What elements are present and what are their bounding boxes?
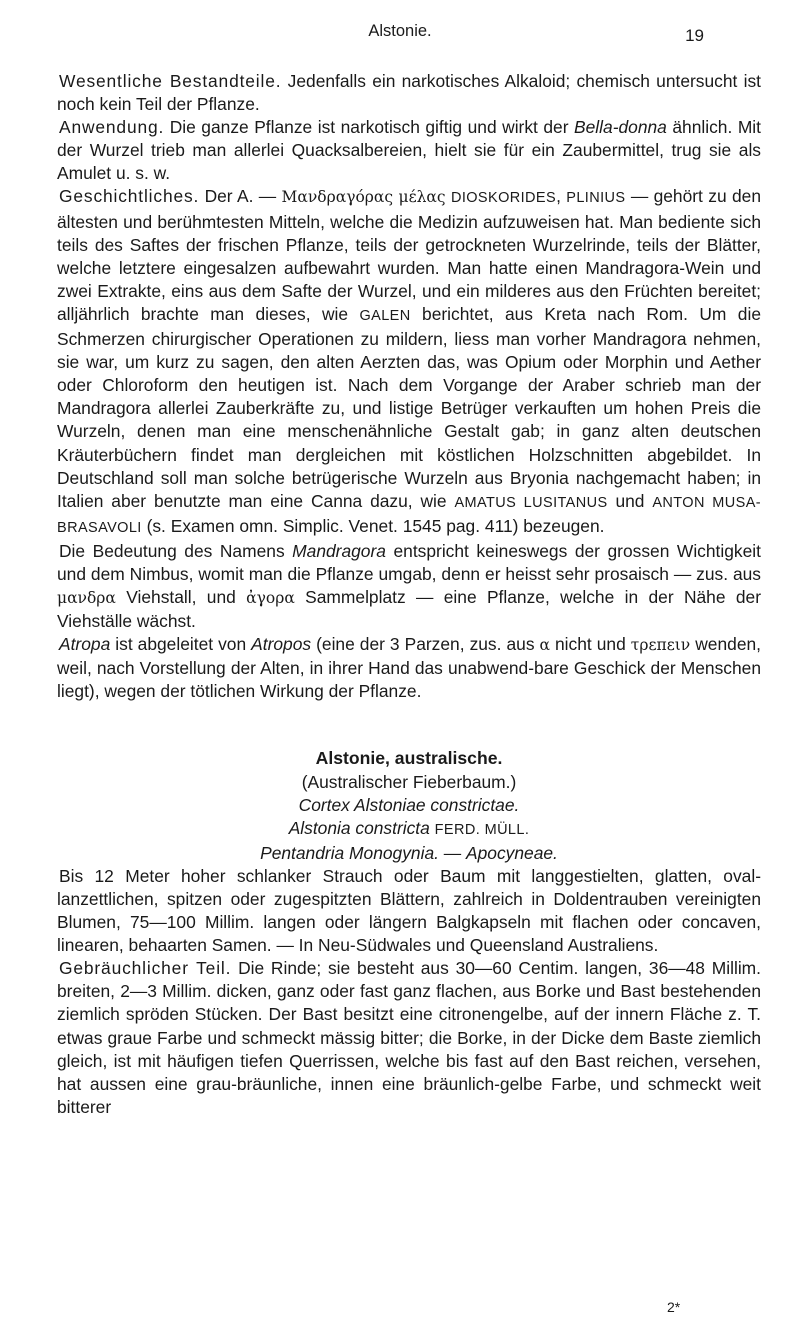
author-name: PLINIUS bbox=[566, 190, 626, 207]
paragraph-text: , bbox=[556, 186, 567, 207]
section-label: Anwendung. bbox=[59, 117, 165, 138]
paragraph-text: Sammelplatz — eine Pflanze, welche in der Nähe der Viehställe wächst. bbox=[57, 587, 761, 632]
section-label: Wesentliche Bestandteile. bbox=[59, 71, 282, 91]
paragraph-text: Viehstall, und bbox=[115, 587, 247, 608]
italic-term: Mandragora bbox=[292, 540, 386, 561]
paragraph-text: nicht und bbox=[550, 634, 631, 655]
drug-name-text: Cortex Alstoniae constrictae. bbox=[298, 794, 520, 815]
paragraph-text: wenden, weil, nach Vorstellung der Alten, in ihrer Hand das unabwend-bare Geschick der Menschen liegt), wegen der tötlichen Wirkung der Pflanze. bbox=[57, 634, 761, 702]
italic-term: Atropos bbox=[251, 634, 312, 655]
greek-term: τρεπειν bbox=[630, 636, 691, 655]
paragraph-text: Die ganze Pflanze ist narkotisch giftig und wirkt der bbox=[164, 117, 575, 138]
greek-term: Μανδραγόρας μέλας bbox=[281, 188, 446, 207]
section-title: Alstonie, australische. bbox=[315, 747, 503, 768]
signature-mark: 2* bbox=[667, 1299, 681, 1315]
running-head bbox=[0, 22, 800, 44]
paragraph-gebraeuchlicher-teil bbox=[57, 957, 761, 1119]
greek-term: μανδρα bbox=[57, 589, 116, 608]
paragraph-text: entspricht keineswegs der grossen Wichtigkeit und dem Nimbus, womit man die Pflanze umgab, denn er heisst sehr prosaisch — zus. aus bbox=[57, 540, 761, 584]
paragraph-geschichtliches bbox=[57, 185, 761, 539]
section-subtitle: (Australischer Fieberbaum.) bbox=[301, 771, 517, 792]
author-name: ANTON MUSA-BRASAVOLI bbox=[57, 494, 762, 536]
drug-name bbox=[57, 794, 761, 817]
italic-term: Bella-donna bbox=[574, 117, 667, 138]
paragraph-text: (eine der 3 Parzen, zus. aus bbox=[311, 634, 540, 655]
page-number: 19 bbox=[685, 26, 704, 45]
species-line bbox=[57, 817, 761, 842]
page-body bbox=[57, 70, 761, 1119]
section-label: Gebräuchlicher Teil. bbox=[59, 958, 232, 979]
author-name: AMATUS LUSITANUS bbox=[454, 494, 608, 511]
greek-term: ἀγορα bbox=[246, 589, 295, 608]
species-author: FERD. MÜLL. bbox=[434, 821, 530, 838]
greek-term: α bbox=[539, 636, 550, 655]
classification: Pentandria Monogynia. bbox=[260, 842, 439, 863]
section-alstonie bbox=[57, 745, 761, 865]
paragraph-text: Die Rinde; sie besteht aus 30—60 Centim. langen, 36—48 Millim. breiten, 2—3 Millim. dicken, ganz oder fast ganz flachen, aus Borke und Bast bestehenden ziemlich spröden Stücken. Der Bast besitzt eine citronengelbe, auf der innern Fläche z. T. etwas graue Farbe und schmeckt mässig bitter; die Borke, in der Dicke dem Baste ziemlich gleich, ist mit häufigen tiefen Querrissen, welche bis fast auf den Bast reichen, versehen, hat aussen eine grau-bräunliche, innen eine bräunlich-gelbe Farbe, und schmeckt weit bitterer bbox=[57, 958, 761, 1117]
classification-line bbox=[57, 842, 761, 865]
paragraph-namensbedeutung bbox=[57, 540, 761, 633]
plant-family: Apocyneae. bbox=[466, 842, 558, 863]
paragraph-text: berichtet, aus Kreta nach Rom. Um die Schmerzen chirurgischer Operationen zu mildern, liess man vorher Mandragora nehmen, sie war, um kurz zu sagen, den alten Aerzten das, was Opium oder Morphin und Aether oder Chloroform den heutigen ist. Nach dem Vorgange der Araber schrieb man der Mandragora allerlei Zauberkräfte zu, und listige Betrüger verkauften um hohen Preis die Wurzeln, denen man eine menschenähnliche Gestalt gab; in ganz alten deutschen Kräuterbüchern findet man dergleichen mit köstlichen Holzschnitten abgebildet. In Deutschland soll man solche betrügerische Wurzeln aus Bryonia nachgemacht haben; in Italien aber benutzte man eine Canna dazu, wie bbox=[57, 303, 761, 511]
paragraph-atropa bbox=[57, 633, 761, 703]
section-label: Geschichtliches. bbox=[59, 186, 200, 207]
paragraph-text: Der A. — bbox=[199, 186, 282, 207]
author-name: GALEN bbox=[359, 307, 411, 324]
italic-term: Atropa bbox=[59, 634, 111, 655]
paragraph-text: Die Bedeutung des Namens bbox=[59, 540, 293, 561]
paragraph-beschreibung: Bis 12 Meter hoher schlanker Strauch oder Baum mit langgestielten, glatten, oval-lanzettlichen, spitzen oder zugespitzten Blättern, zahlreich in Doldentrauben vereinigten Blumen, 75—100 Millim. langen oder längern Balgkapseln mit flachen oder concaven, linearen, behaarten Samen. — In Neu-Südwales und Queensland Australiens. bbox=[57, 865, 761, 956]
paragraph-text: und bbox=[607, 490, 653, 511]
paragraph-text: ist abgeleitet von bbox=[110, 634, 252, 655]
author-name: DIOSKORIDES bbox=[450, 190, 557, 207]
page-title: Alstonie. bbox=[368, 22, 432, 40]
paragraph-anwendung bbox=[57, 116, 761, 185]
paragraph-text: Jedenfalls ein narkotisches Alkaloid; chemisch untersucht ist noch kein Teil der Pflanze. bbox=[57, 71, 761, 115]
species-name: Alstonia constricta bbox=[288, 817, 430, 838]
paragraph-bestandteile bbox=[57, 70, 761, 116]
paragraph-text: — gehört zu den ältesten und berühmtesten Mitteln, welche die Medizin aufzuweisen hat. Man bediente sich teils des Saftes der frischen Pflanze, teils der getrockneten Wurzelrinde, teils der Blätter, welche letztere eingesalzen aufbewahrt wurden. Man hatte einen Mandragora-Wein und zwei Extrakte, eins aus dem Safte der Wurzel, und ein milderes aus den Früchten bereitet; alljährlich brachte man dieses, wie bbox=[57, 186, 761, 324]
paragraph-text: ähnlich. Mit der Wurzel trieb man allerlei Quacksalbereien, hielt sie für ein Zaubermittel, trug sie als Amulet u. s. w. bbox=[57, 117, 761, 184]
paragraph-text: (s. Examen omn. Simplic. Venet. 1545 pag. 411) bezeugen. bbox=[141, 515, 605, 536]
classification-dash: — bbox=[438, 842, 467, 863]
